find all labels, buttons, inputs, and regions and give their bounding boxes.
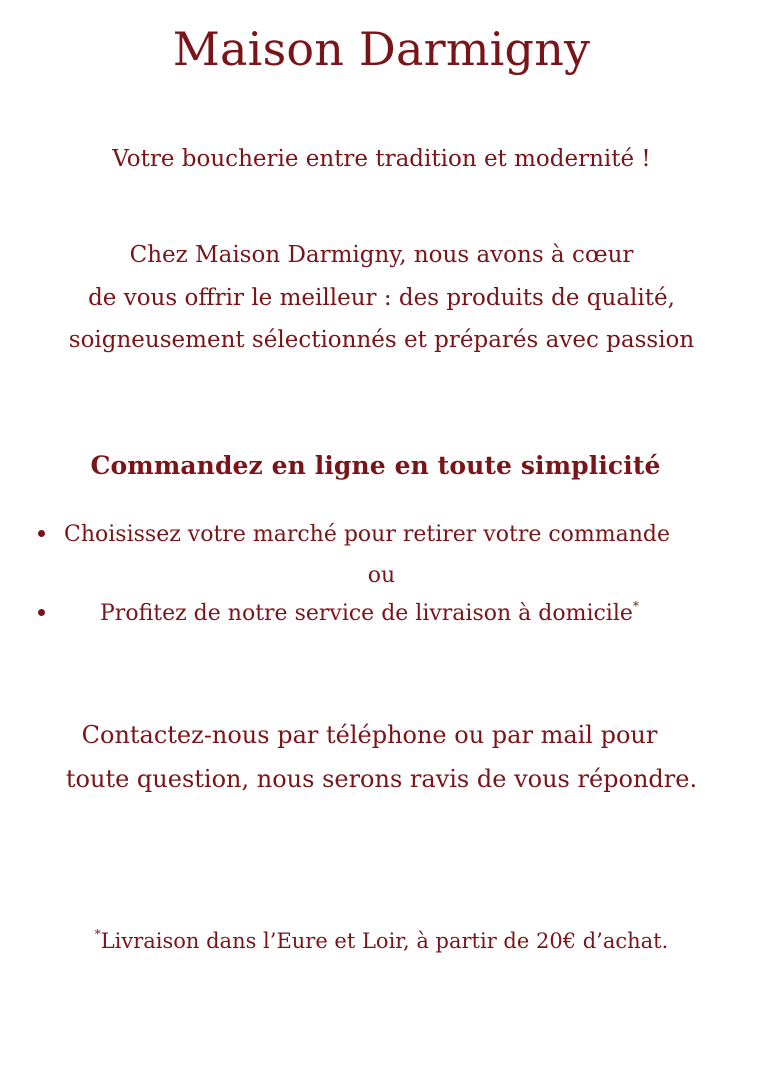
list-item-text: Choisissez votre marché pour retirer votre commande <box>64 522 671 547</box>
list-item-text <box>100 599 639 626</box>
footnote-mark: * <box>632 599 639 613</box>
list-separator: ou <box>367 563 396 588</box>
footnote <box>0 927 763 953</box>
footnote-text: Livraison dans l’Eure et Loir, à partir de 20€ d’achat. <box>100 929 669 953</box>
delivery-label: Profitez de notre service de livraison à domicile <box>100 601 633 626</box>
contact-line-1: Contactez-nous par téléphone ou par mail pour <box>81 721 658 749</box>
footnote-mark: * <box>94 927 101 941</box>
intro-line-1: Chez Maison Darmigny, nous avons à cœur <box>129 242 634 268</box>
bullet-icon <box>38 530 45 537</box>
bullet-icon <box>38 609 45 616</box>
intro-line-2: de vous offrir le meilleur : des produits de qualité, <box>88 285 675 311</box>
contact-line-2: toute question, nous serons ravis de vous répondre. <box>65 765 698 793</box>
tagline: Votre boucherie entre tradition et modernité ! <box>112 146 651 172</box>
intro-line-3: soigneusement sélectionnés et préparés avec passion <box>68 327 695 353</box>
page-title: Maison Darmigny <box>172 22 591 76</box>
order-heading: Commandez en ligne en toute simplicité <box>90 451 661 480</box>
